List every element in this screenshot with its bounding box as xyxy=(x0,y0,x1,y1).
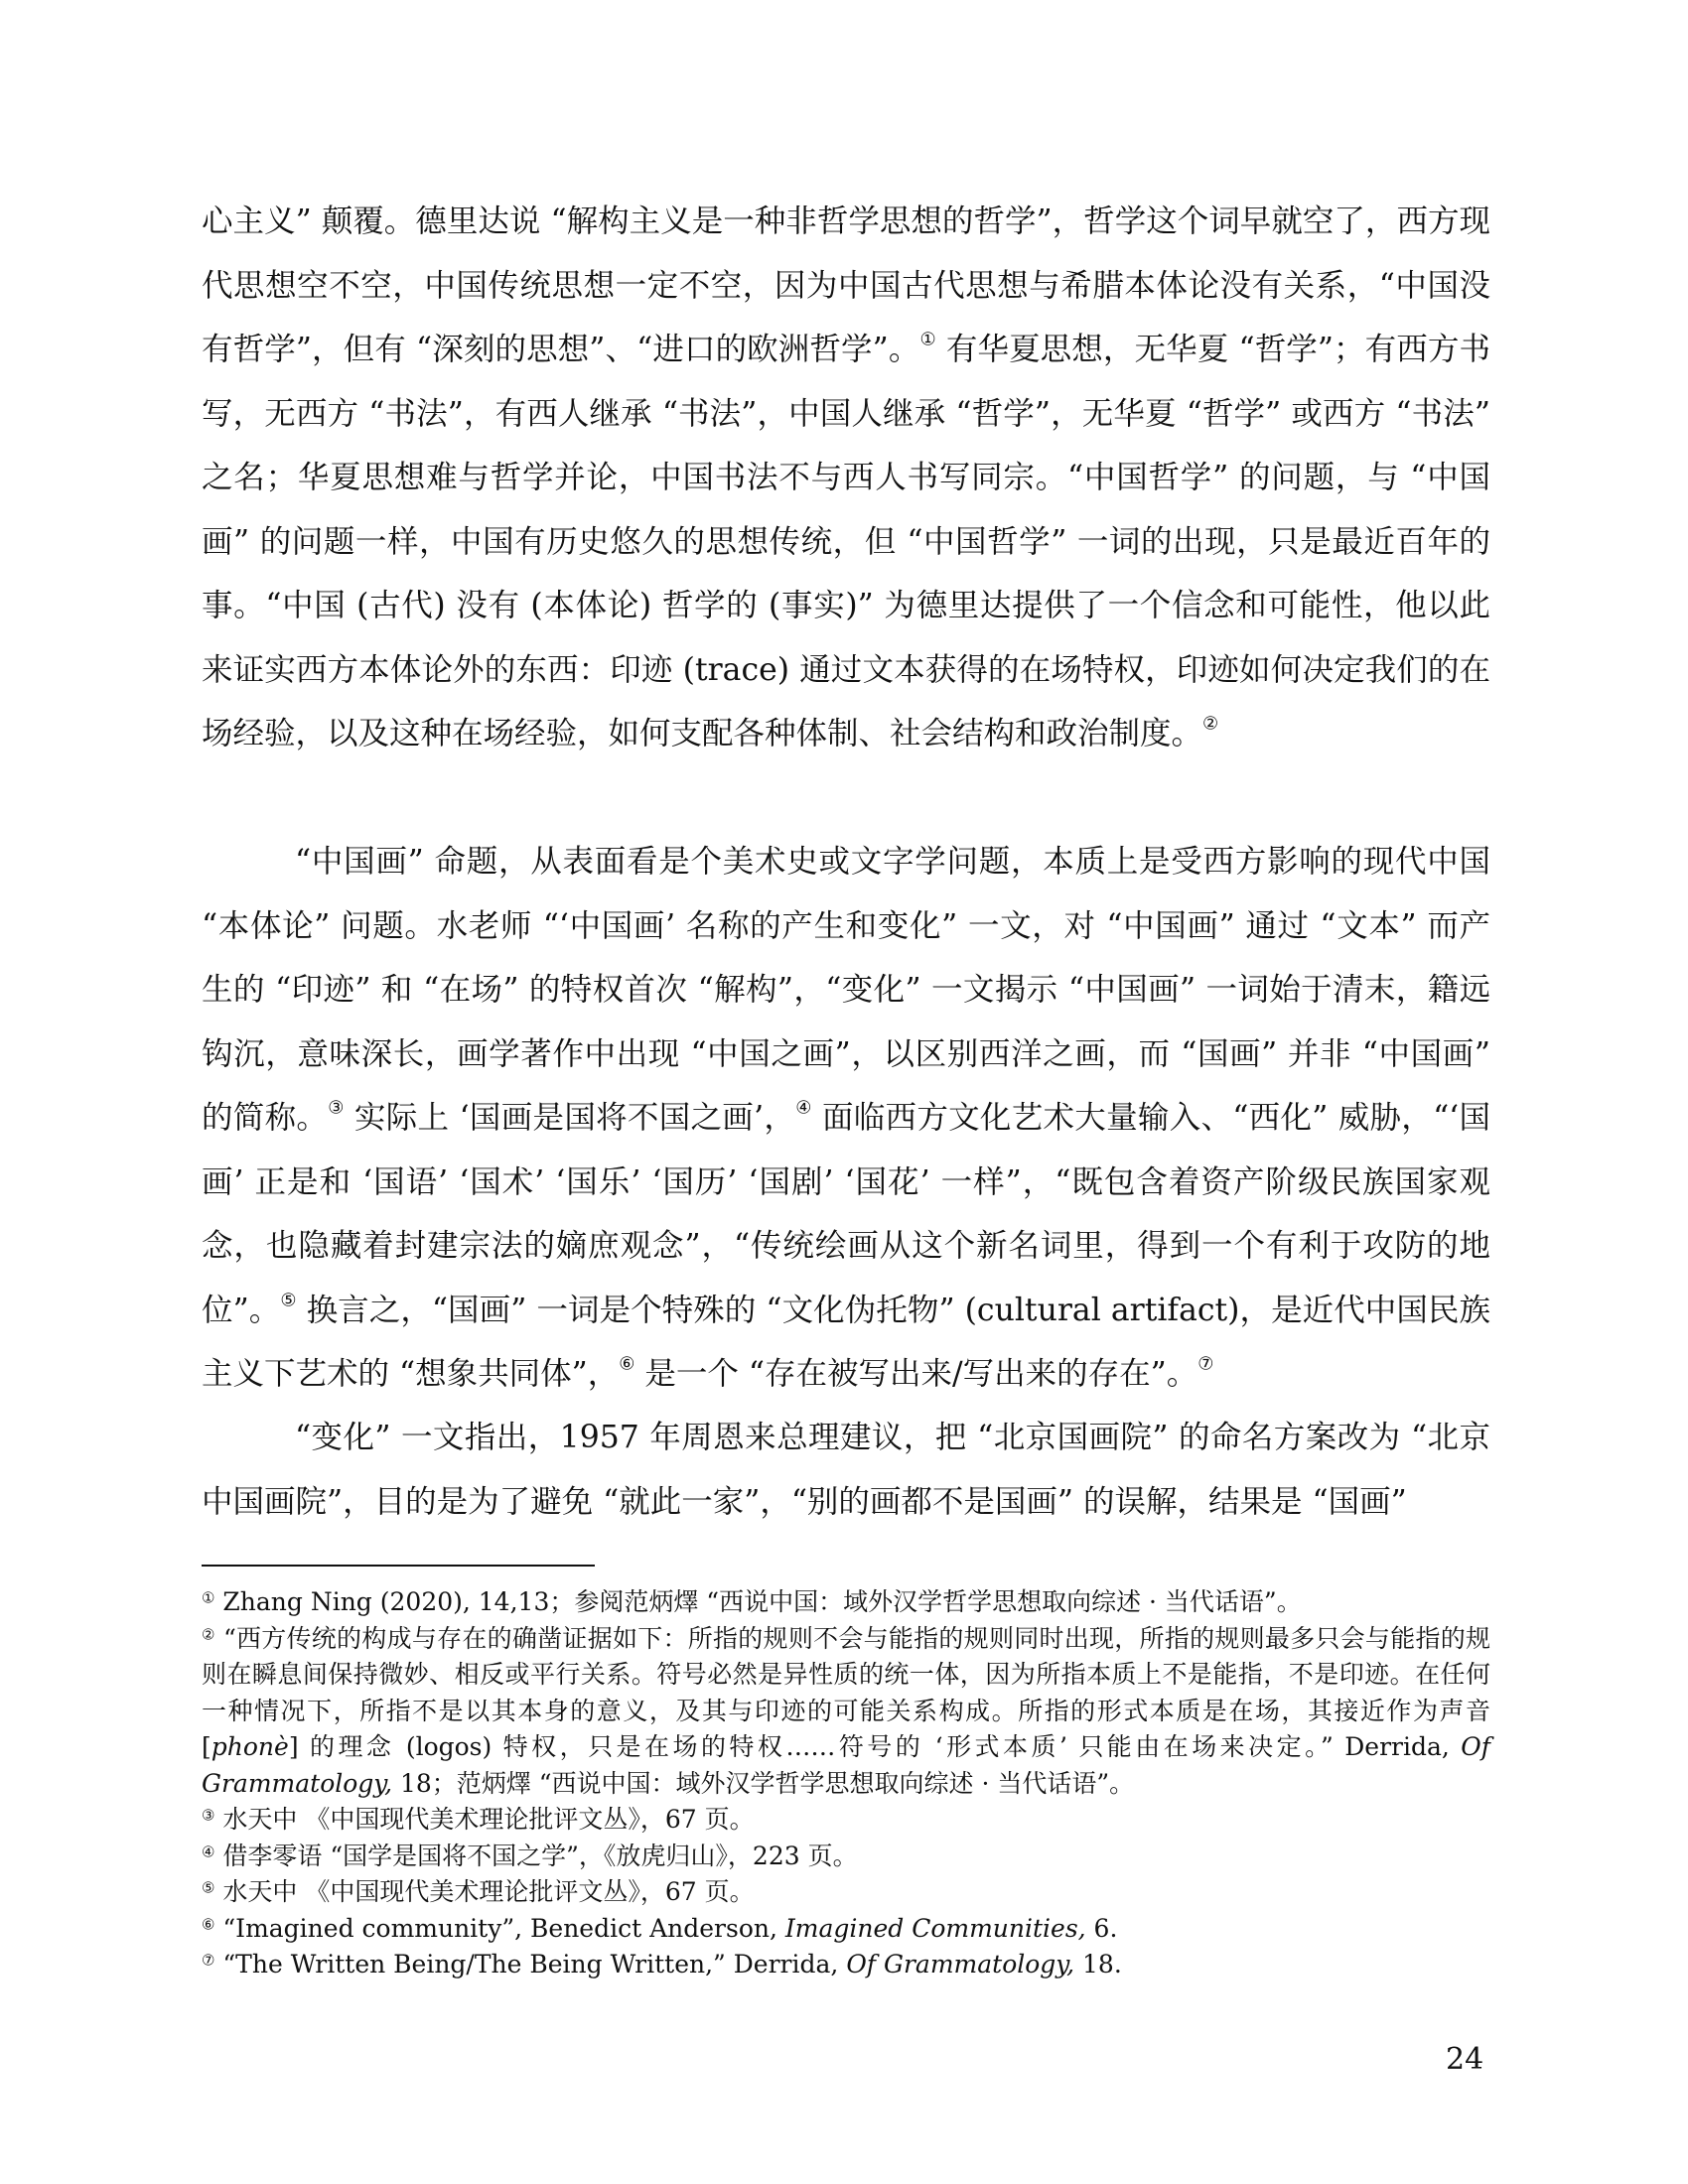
footnote-ref-3[interactable]: ③ xyxy=(328,1097,345,1119)
footnote-mark: ⑤ xyxy=(202,1878,215,1897)
footnote-ref-4[interactable]: ④ xyxy=(795,1097,812,1119)
page-number: 24 xyxy=(1446,2042,1484,2077)
footnote-text: “西方传统的构成与存在的确凿证据如下：所指的规则不会与能指的规则同时出现，所指的规则最多只会与能指的规则在瞬息间保持微妙、相反或平行关系。符号必然是异性质的统一体，因为所指本质上不是能指，不是印迹。在任何一种情况下，所指不是以其本身的意义，及其与印迹的可能关系构成。所指的形式本质是在场，其接近作为声音 [ xyxy=(202,1623,1490,1761)
footnote-italic: Of Grammatology, xyxy=(846,1950,1075,1979)
footnote-ref-5[interactable]: ⑤ xyxy=(280,1290,297,1311)
paragraph-text: 实际上 ‘国画是国将不国之画’， xyxy=(344,1100,796,1136)
footnote-text: 6. xyxy=(1085,1913,1118,1943)
footnote-ref-6[interactable]: ⑥ xyxy=(619,1353,635,1375)
footnotes xyxy=(202,1584,1490,1983)
body-paragraph-1 xyxy=(202,190,1490,766)
footnote-mark: ① xyxy=(202,1588,215,1607)
footnote-italic: Imagined Communities, xyxy=(784,1913,1086,1943)
footnote-mark: ⑦ xyxy=(202,1951,215,1970)
footnote-text: “Imagined community”, Benedict Anderson, xyxy=(222,1913,785,1943)
footnote-7 xyxy=(202,1947,1490,1983)
footnote-text: Zhang Ning (2020), 14,13；参阅范炳燡 “西说中国：域外汉学哲学思想取向综述 · 当代话语”。 xyxy=(222,1587,1302,1616)
footnote-3 xyxy=(202,1802,1490,1839)
footnote-italic: phonè xyxy=(211,1732,289,1761)
footnote-mark: ③ xyxy=(202,1806,215,1825)
footnote-text: 水天中 《中国现代美术理论批评文丛》，67 页。 xyxy=(222,1805,755,1834)
footnote-5 xyxy=(202,1874,1490,1911)
footnote-mark: ② xyxy=(202,1625,215,1643)
footnote-mark: ⑥ xyxy=(202,1915,215,1933)
footnote-ref-2[interactable]: ② xyxy=(1202,713,1219,735)
footnote-4 xyxy=(202,1839,1490,1875)
paragraph-text: 面临西方文化艺术大量输入、“西化” 威胁，“‘国画’ 正是和 ‘国语’ ‘国术’ ‘国乐’ ‘国历’ ‘国剧’ ‘国花’ 一样”，“既包含着资产阶级民族国家观念，也隐藏着封建宗法的嫡庶观念”，“传统绘画从这个新名词里，得到一个有利于攻防的地位”。 xyxy=(202,1100,1490,1328)
footnote-text: 18；范炳燡 “西说中国：域外汉学哲学思想取向综述 · 当代话语”。 xyxy=(392,1768,1135,1798)
footnote-italic: Of Grammatology, xyxy=(202,1732,1490,1798)
body-paragraph-2 xyxy=(202,830,1490,1407)
paragraph-text: 换言之，“国画” 一词是个特殊的 “文化伪托物” (cultural artifact)，是近代中国民族主义下艺术的 “想象共同体”， xyxy=(202,1292,1491,1392)
paragraph-text: 是一个 “存在被写出来/写出来的存在”。 xyxy=(634,1356,1198,1392)
paragraph-text: 心主义” 颠覆。德里达说 “解构主义是一种非哲学思想的哲学”，哲学这个词早就空了，西方现代思想空不空，中国传统思想一定不空，因为中国古代思想与希腊本体论没有关系，“中国没有哲学”，但有 “深刻的思想”、“进口的欧洲哲学”。 xyxy=(202,204,1490,367)
body-paragraph-3: “变化” 一文指出，1957 年周恩来总理建议，把 “北京国画院” 的命名方案改为 “北京中国画院”，目的是为了避免 “就此一家”，“别的画都不是国画” 的误解，结果是 “国画” xyxy=(202,1420,1490,1520)
footnote-separator xyxy=(202,1565,595,1567)
footnote-text: 18. xyxy=(1074,1950,1122,1979)
footnote-text: 借李零语 “国学是国将不国之学”，《放虎归山》，223 页。 xyxy=(222,1841,858,1870)
footnote-text: “The Written Being/The Being Written,” Derrida, xyxy=(222,1950,847,1979)
footnote-ref-7[interactable]: ⑦ xyxy=(1197,1353,1214,1375)
footnote-text: 水天中 《中国现代美术理论批评文丛》，67 页。 xyxy=(222,1877,755,1906)
footnote-mark: ④ xyxy=(202,1843,215,1860)
footnote-ref-1[interactable]: ① xyxy=(919,329,936,350)
footnote-text: ] 的理念 (logos) 特权，只是在场的特权……符号的 ‘形式本质’ 只能由在场来决定。” Derrida, xyxy=(288,1732,1462,1761)
footnote-6 xyxy=(202,1911,1490,1948)
footnote-1 xyxy=(202,1584,1490,1621)
footnote-2 xyxy=(202,1621,1490,1803)
paragraph-text: “中国画” 命题，从表面看是个美术史或文字学问题，本质上是受西方影响的现代中国 “本体论” 问题。水老师 “‘中国画’ 名称的产生和变化” 一文，对 “中国画” 通过 “文本” 而产生的 “印迹” 和 “在场” 的特权首次 “解构”，“变化” 一文揭示 “中国画” 一词始于清末，籍远钩沉，意味深长，画学著作中出现 “中国之画”，以区别西洋之画，而 “国画” 并非 “中国画” 的简称。 xyxy=(202,844,1490,1136)
paragraph-text: 有华夏思想，无华夏 “哲学”；有西方书写，无西方 “书法”，有西人继承 “书法”，中国人继承 “哲学”，无华夏 “哲学” 或西方 “书法” 之名；华夏思想难与哲学并论，中国书法不与西人书写同宗。“中国哲学” 的问题，与 “中国画” 的问题一样，中国有历史悠久的思想传统，但 “中国哲学” 一词的出现，只是最近百年的事。“中国 (古代) 没有 (本体论) 哲学的 (事实)” 为德里达提供了一个信念和可能性，他以此来证实西方本体论外的东西：印迹 (trace) 通过文本获得的在场特权，印迹如何决定我们的在场经验，以及这种在场经验，如何支配各种体制、社会结构和政治制度。 xyxy=(202,332,1490,751)
